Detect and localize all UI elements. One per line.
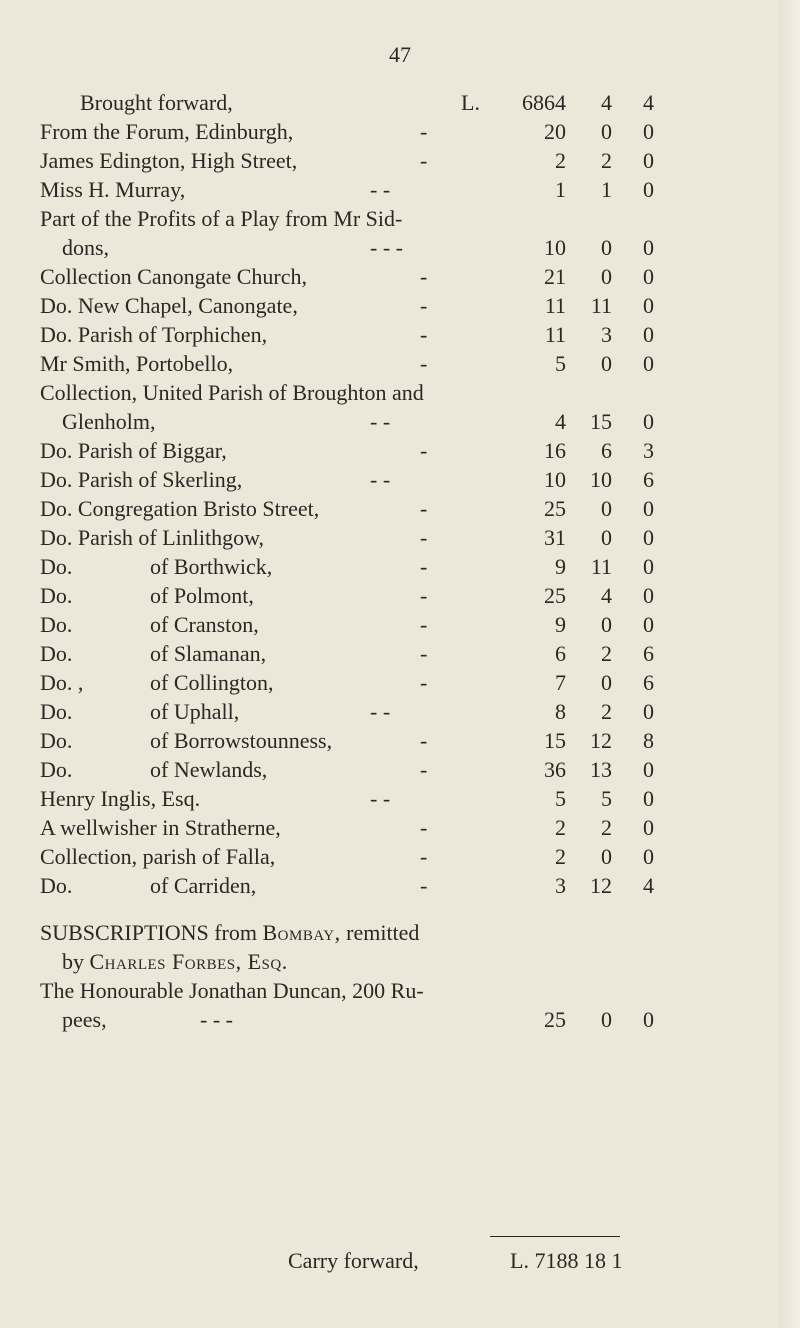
entry-description: Do. bbox=[40, 699, 73, 724]
total-rule bbox=[490, 1236, 620, 1237]
subscription-description: The Honourable Jonathan Duncan, 200 Ru- bbox=[40, 978, 424, 1003]
pence-cell: 0 bbox=[643, 815, 654, 840]
entry-description: Do. New Chapel, Canongate, bbox=[40, 293, 298, 318]
entry-description: Collection, United Parish of Broughton and bbox=[40, 380, 424, 405]
pounds-cell: 6 bbox=[555, 641, 566, 666]
leader-dashes: - bbox=[420, 119, 428, 144]
shillings-cell: 0 bbox=[601, 612, 612, 637]
subscriptions-line-2 bbox=[40, 947, 700, 976]
leader-dashes: - bbox=[420, 351, 428, 376]
leader-dashes: - bbox=[420, 728, 428, 753]
pence-cell: 0 bbox=[643, 119, 654, 144]
leader-dashes: - - bbox=[370, 786, 391, 811]
subscriptions-title: SUBSCRIPTIONS bbox=[40, 920, 209, 945]
entry-row bbox=[40, 378, 700, 407]
pounds-cell: 2 bbox=[555, 815, 566, 840]
pounds-cell: 1 bbox=[555, 177, 566, 202]
leader-dashes: - bbox=[420, 670, 428, 695]
leader-dashes: - bbox=[420, 148, 428, 173]
currency-prefix: L. bbox=[461, 90, 480, 115]
shillings-cell: 12 bbox=[590, 873, 612, 898]
shillings-cell: 2 bbox=[601, 815, 612, 840]
pence-cell: 4 bbox=[643, 90, 654, 115]
entry-parish: of Slamanan, bbox=[150, 641, 267, 666]
pounds-cell: 5 bbox=[555, 786, 566, 811]
shillings-cell: 11 bbox=[590, 293, 612, 318]
entry-description: Glenholm, bbox=[62, 409, 156, 434]
leader-dashes: - bbox=[420, 496, 428, 521]
entry-description: Do. Parish of Torphichen, bbox=[40, 322, 268, 347]
shillings-cell: 15 bbox=[590, 409, 612, 434]
shillings-cell: 4 bbox=[601, 583, 612, 608]
pence-cell: 0 bbox=[643, 1007, 654, 1032]
subscriber-name: Charles Forbes, Esq. bbox=[89, 949, 288, 974]
subscriptions-by bbox=[62, 947, 288, 976]
pounds-cell: 25 bbox=[544, 1007, 566, 1032]
pence-cell: 0 bbox=[643, 177, 654, 202]
pence-cell: 0 bbox=[643, 525, 654, 550]
entry-row bbox=[40, 668, 700, 697]
shillings-cell: 0 bbox=[601, 351, 612, 376]
entry-row bbox=[40, 755, 700, 784]
entry-row bbox=[40, 494, 700, 523]
pence-cell: 0 bbox=[643, 235, 654, 260]
subscriptions-heading-row bbox=[40, 918, 700, 947]
entry-description: Do. Congregation Bristo Street, bbox=[40, 496, 320, 521]
pence-cell: 0 bbox=[643, 264, 654, 289]
pence-cell: 0 bbox=[643, 351, 654, 376]
entry-row bbox=[40, 581, 700, 610]
entry-description: Do. bbox=[40, 757, 73, 782]
pence-cell: 0 bbox=[643, 612, 654, 637]
subscription-description-cont: pees, bbox=[62, 1007, 107, 1032]
carry-forward-label: Carry forward, bbox=[288, 1248, 419, 1273]
shillings-cell: 2 bbox=[601, 699, 612, 724]
subscriptions-heading bbox=[40, 918, 419, 947]
pounds-cell: 4 bbox=[555, 409, 566, 434]
entry-row bbox=[40, 639, 700, 668]
page-number: 47 bbox=[389, 42, 411, 67]
entry-row bbox=[40, 726, 700, 755]
entry-description: Do. , bbox=[40, 670, 84, 695]
leader-dashes: - bbox=[420, 554, 428, 579]
entry-row bbox=[40, 465, 700, 494]
entry-description: Do. Parish of Biggar, bbox=[40, 438, 227, 463]
shillings-cell: 0 bbox=[601, 119, 612, 144]
section-gap bbox=[40, 900, 700, 918]
pounds-cell: 7 bbox=[555, 670, 566, 695]
entry-row bbox=[40, 842, 700, 871]
subscriptions-from: from bbox=[214, 920, 257, 945]
entry-description: Do. bbox=[40, 612, 73, 637]
pounds-cell: 2 bbox=[555, 148, 566, 173]
pence-cell: 0 bbox=[643, 699, 654, 724]
carry-forward-row bbox=[40, 1246, 700, 1275]
pounds-cell: 31 bbox=[544, 525, 566, 550]
subscriptions-line-4 bbox=[40, 1005, 700, 1034]
entry-description: Do. bbox=[40, 554, 73, 579]
entry-row bbox=[40, 349, 700, 378]
subscriptions-place: Bombay, bbox=[262, 920, 341, 945]
shillings-cell: 0 bbox=[601, 235, 612, 260]
leader-dashes: - bbox=[420, 844, 428, 869]
shillings-cell: 4 bbox=[601, 90, 612, 115]
carry-forward-value: L. 7188 18 1 bbox=[510, 1248, 623, 1273]
entry-row bbox=[40, 552, 700, 581]
leader-dashes: - bbox=[420, 322, 428, 347]
entry-description: Do. bbox=[40, 873, 73, 898]
shillings-cell: 6 bbox=[601, 438, 612, 463]
pence-cell: 0 bbox=[643, 293, 654, 318]
leader-dashes: - bbox=[420, 641, 428, 666]
shillings-cell: 0 bbox=[601, 525, 612, 550]
shillings-cell: 0 bbox=[601, 1007, 612, 1032]
shillings-cell: 0 bbox=[601, 844, 612, 869]
entry-row bbox=[40, 233, 700, 262]
shillings-cell: 13 bbox=[590, 757, 612, 782]
leader-dashes: - - - bbox=[200, 1007, 233, 1032]
entry-description: Do. bbox=[40, 583, 73, 608]
entry-row bbox=[40, 813, 700, 842]
entry-row bbox=[40, 610, 700, 639]
pence-cell: 3 bbox=[643, 438, 654, 463]
entry-row bbox=[40, 291, 700, 320]
leader-dashes: - bbox=[420, 815, 428, 840]
pounds-cell: 25 bbox=[544, 496, 566, 521]
shillings-cell: 1 bbox=[601, 177, 612, 202]
entry-parish: of Cranston, bbox=[150, 612, 259, 637]
shillings-cell: 12 bbox=[590, 728, 612, 753]
leader-dashes: - bbox=[420, 757, 428, 782]
pence-cell: 0 bbox=[643, 322, 654, 347]
brought-forward-row bbox=[40, 88, 700, 117]
leader-dashes: - bbox=[420, 525, 428, 550]
pence-cell: 8 bbox=[643, 728, 654, 753]
entry-description: James Edington, High Street, bbox=[40, 148, 298, 173]
pence-cell: 0 bbox=[643, 496, 654, 521]
ledger bbox=[40, 88, 700, 1034]
pence-cell: 0 bbox=[643, 786, 654, 811]
entry-description: Collection, parish of Falla, bbox=[40, 844, 276, 869]
entry-description: dons, bbox=[62, 235, 110, 260]
pence-cell: 6 bbox=[643, 641, 654, 666]
pounds-cell: 3 bbox=[555, 873, 566, 898]
entry-description: Do. Parish of Skerling, bbox=[40, 467, 243, 492]
shillings-cell: 11 bbox=[590, 554, 612, 579]
entry-parish: of Carriden, bbox=[150, 873, 257, 898]
pence-cell: 0 bbox=[643, 148, 654, 173]
leader-dashes: - - - bbox=[370, 235, 403, 260]
entry-parish: of Borrowstounness, bbox=[150, 728, 333, 753]
pounds-cell: 6864 bbox=[522, 90, 566, 115]
pounds-cell: 9 bbox=[555, 554, 566, 579]
pounds-cell: 16 bbox=[544, 438, 566, 463]
entry-description: Do. Parish of Linlithgow, bbox=[40, 525, 265, 550]
shillings-cell: 10 bbox=[590, 467, 612, 492]
entry-row bbox=[40, 204, 700, 233]
pounds-cell: 10 bbox=[544, 235, 566, 260]
pounds-cell: 21 bbox=[544, 264, 566, 289]
entry-row bbox=[40, 146, 700, 175]
entry-description: From the Forum, Edinburgh, bbox=[40, 119, 294, 144]
pence-cell: 0 bbox=[643, 844, 654, 869]
brought-forward-label: Brought forward, bbox=[80, 90, 233, 115]
entry-description: Henry Inglis, Esq. bbox=[40, 786, 201, 811]
entry-row bbox=[40, 436, 700, 465]
shillings-cell: 0 bbox=[601, 496, 612, 521]
pounds-cell: 25 bbox=[544, 583, 566, 608]
entry-row bbox=[40, 262, 700, 291]
pence-cell: 0 bbox=[643, 583, 654, 608]
pounds-cell: 2 bbox=[555, 844, 566, 869]
pounds-cell: 11 bbox=[544, 293, 566, 318]
entry-row bbox=[40, 320, 700, 349]
pence-cell: 6 bbox=[643, 670, 654, 695]
pounds-cell: 20 bbox=[544, 119, 566, 144]
entry-parish: of Uphall, bbox=[150, 699, 240, 724]
leader-dashes: - bbox=[420, 873, 428, 898]
entry-row bbox=[40, 697, 700, 726]
entry-row bbox=[40, 175, 700, 204]
entry-parish: of Polmont, bbox=[150, 583, 254, 608]
pence-cell: 0 bbox=[643, 757, 654, 782]
pence-cell: 0 bbox=[643, 554, 654, 579]
entry-description: Part of the Profits of a Play from Mr Sid- bbox=[40, 206, 403, 231]
entry-description: Do. bbox=[40, 728, 73, 753]
leader-dashes: - bbox=[420, 583, 428, 608]
entry-row bbox=[40, 871, 700, 900]
pence-cell: 4 bbox=[643, 873, 654, 898]
shillings-cell: 0 bbox=[601, 670, 612, 695]
shillings-cell: 3 bbox=[601, 322, 612, 347]
entry-row bbox=[40, 523, 700, 552]
pounds-cell: 8 bbox=[555, 699, 566, 724]
entry-description: Collection Canongate Church, bbox=[40, 264, 307, 289]
entry-parish: of Borthwick, bbox=[150, 554, 273, 579]
leader-dashes: - - bbox=[370, 699, 391, 724]
shillings-cell: 2 bbox=[601, 641, 612, 666]
leader-dashes: - bbox=[420, 293, 428, 318]
entry-description: A wellwisher in Stratherne, bbox=[40, 815, 281, 840]
entry-description: Do. bbox=[40, 641, 73, 666]
subscriptions-line-3 bbox=[40, 976, 700, 1005]
leader-dashes: - bbox=[420, 612, 428, 637]
entry-list bbox=[40, 117, 700, 900]
entry-row bbox=[40, 784, 700, 813]
entry-description: Mr Smith, Portobello, bbox=[40, 351, 234, 376]
pounds-cell: 36 bbox=[544, 757, 566, 782]
pence-cell: 0 bbox=[643, 409, 654, 434]
entry-parish: of Collington, bbox=[150, 670, 274, 695]
by-word: by bbox=[62, 949, 84, 974]
entry-row bbox=[40, 117, 700, 146]
leader-dashes: - bbox=[420, 264, 428, 289]
entry-row bbox=[40, 407, 700, 436]
shillings-cell: 2 bbox=[601, 148, 612, 173]
pounds-cell: 9 bbox=[555, 612, 566, 637]
shillings-cell: 5 bbox=[601, 786, 612, 811]
entry-parish: of Newlands, bbox=[150, 757, 268, 782]
pence-cell: 6 bbox=[643, 467, 654, 492]
leader-dashes: - bbox=[420, 438, 428, 463]
leader-dashes: - - bbox=[370, 467, 391, 492]
subscriptions-remitted: remitted bbox=[346, 920, 420, 945]
leader-dashes: - - bbox=[370, 177, 391, 202]
shillings-cell: 0 bbox=[601, 264, 612, 289]
pounds-cell: 15 bbox=[544, 728, 566, 753]
pounds-cell: 10 bbox=[544, 467, 566, 492]
pounds-cell: 5 bbox=[555, 351, 566, 376]
leader-dashes: - - bbox=[370, 409, 391, 434]
page-edge bbox=[778, 0, 800, 1328]
pounds-cell: 11 bbox=[544, 322, 566, 347]
entry-description: Miss H. Murray, bbox=[40, 177, 186, 202]
